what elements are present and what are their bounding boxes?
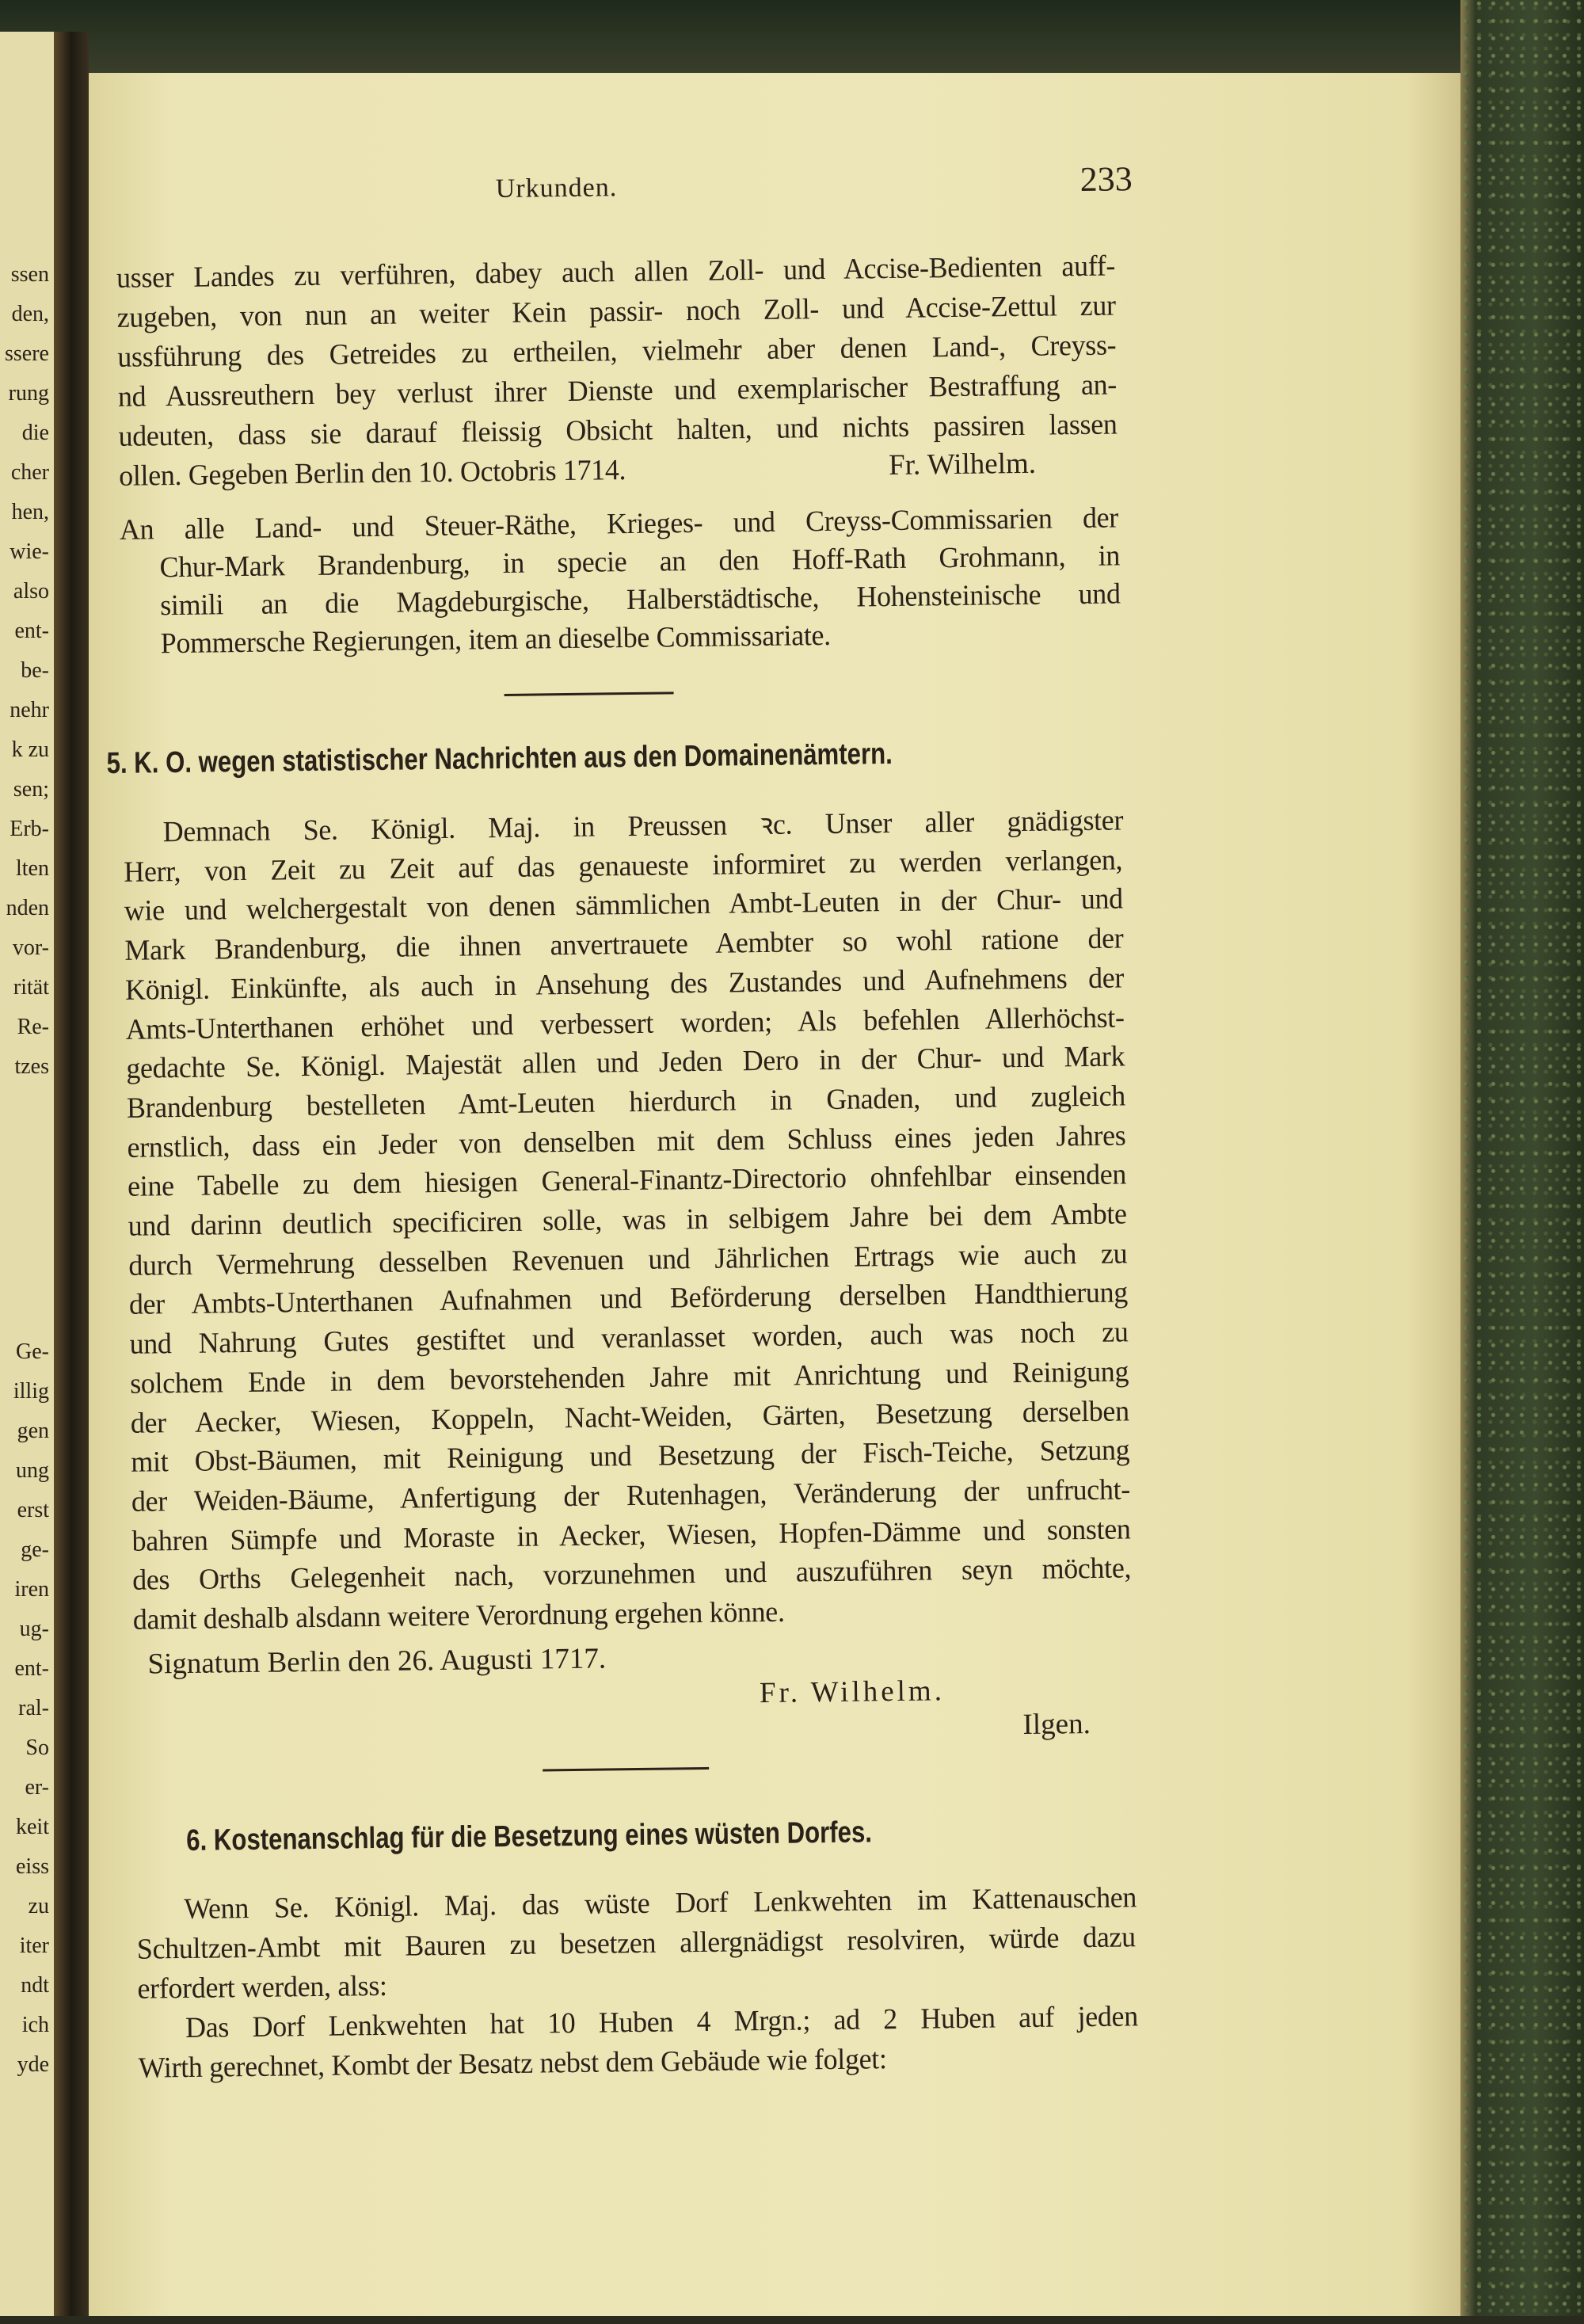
facing-page-text-fragment: zu [28,1894,49,1918]
text-line: erfordert werden, alss: [137,1969,387,2006]
text-line: Das Dorf Lenkwehten hat 10 Huben 4 Mrgn.; ad 2 Huben auf jeden [185,2000,1139,2044]
facing-page-text-fragment: nehr [10,698,49,722]
facing-page-text-fragment: ich [21,2013,49,2037]
facing-page-text-fragment: rung [8,381,49,406]
text-line: Demnach Se. Königl. Maj. in Preussen ꝛc. Unser aller gnädigster [162,804,1124,849]
text-line: An alle Land- und Steuer-Räthe, Krieges- und Creyss-Commissarien der [119,501,1119,547]
facing-page-text-fragment: ssere [5,341,49,366]
facing-page-text-fragment: k zu [11,737,49,762]
text-line: Herr, von Zeit zu Zeit auf das genaueste informiret zu werden verlangen, [124,844,1123,889]
text-line: der Aecker, Wiesen, Koppeln, Nacht-Weiden, Gärten, Besetzung derselben [130,1394,1129,1440]
facing-page-text-fragment: ung [16,1458,49,1483]
text-line: nd Aussreuthern bey verlust ihrer Dienste und exemplarischer Bestraffung an- [117,368,1118,413]
facing-page-text-fragment: er- [25,1775,49,1800]
text-line: ollen. Gegeben Berlin den 10. Octobris 1714. [118,454,626,493]
text-line: der Ambts-Unterthanen Aufnahmen und Beförderung derselben Handthierung [128,1276,1129,1322]
section-5-heading: 5. K. O. wegen statistischer Nachrichten aus den Domainenämtern. [106,737,893,781]
facing-page-text-fragment: yde [17,2052,49,2077]
text-line: wie und welchergestalt von denen sämmlichen Ambt-Leuten in der Chur- und [124,882,1124,928]
facing-page-text-fragment: ge- [21,1537,49,1562]
text-line: Mark Brandenburg, die ihnen anvertrauete Aembter so wohl ratione der [124,922,1124,967]
facing-page-text-fragment: die [21,421,49,445]
section-6-heading: 6. Kostenanschlag für die Besetzung eines wüsten Dorfes. [185,1815,873,1857]
facing-page-text-fragment: be- [21,658,49,683]
page-number: 233 [1079,159,1133,200]
facing-page-text-fragment: tzes [14,1054,49,1079]
text-line: durch Vermehrung desselben Revenuen und Jährlichen Ertrags wie auch zu [128,1237,1128,1282]
facing-page-text-fragment: rität [13,975,49,1000]
text-line: damit deshalb alsdann weitere Verordnung ergehen könne. [132,1595,785,1636]
facing-page-text-fragment: ral- [18,1696,49,1720]
facing-page-text-fragment: ndt [21,1973,49,1998]
facing-page-text-fragment: ug- [19,1617,49,1641]
facing-page-text-fragment: also [13,579,49,604]
text-line: bahren Sümpfe und Moraste in Aecker, Wiesen, Hopfen-Dämme und sonsten [131,1512,1131,1558]
section-divider [543,1767,709,1772]
text-line: Pommersche Regierungen, item an dieselbe Commissariate. [160,619,832,661]
facing-page-text-fragment: den, [11,302,49,326]
text-line: des Orths Gelegenheit nach, vorzunehmen und auszuführen seyn möchte, [131,1552,1132,1598]
text-line: ernstlich, dass ein Jeder von denselben mit dem Schluss eines jeden Jahres [127,1119,1126,1164]
facing-page-text-fragment: wie- [10,539,49,564]
section-divider [505,691,674,696]
facing-page-text-fragment: sen; [13,777,49,802]
facing-page-text-fragment: Re- [17,1015,49,1039]
facing-page-text-fragment: Ge- [16,1339,49,1364]
facing-page-text-fragment: vor- [12,935,49,960]
text-line: Chur-Mark Brandenburg, in specie an den Hoff-Rath Grohmann, in [159,539,1121,585]
facing-page-text-fragment: eiss [16,1854,49,1879]
facing-page-text-fragment: erst [17,1498,49,1522]
facing-page-text-fragment: iter [19,1933,49,1958]
text-line: ussführung des Getreides zu ertheilen, vielmehr aber denen Land-, Creyss- [117,329,1117,374]
text-line: der Weiden-Bäume, Anfertigung der Rutenhagen, Veränderung der unfrucht- [131,1473,1131,1518]
facing-page-text-fragment: iren [14,1577,49,1602]
text-line: Amts-Unterthanen erhöhet und verbessert worden; Als befehlen Allerhöchst- [125,1000,1125,1046]
facing-page-text-fragment: ent- [14,1656,49,1681]
facing-page-text-fragment: lten [16,856,49,881]
text-line: eine Tabelle zu dem hiesigen General-Finantz-Directorio ohnfehlbar einsenden [127,1158,1127,1204]
facing-page-text-fragment: Erb- [10,817,49,841]
facing-page-text-fragment: nden [6,896,49,920]
running-title: Urkunden. [495,173,618,204]
text-line: Schultzen-Ambt mit Bauren zu besetzen allergnädigst resolviren, würde dazu [136,1921,1137,1966]
signature: Fr. Wilhelm. [888,447,1037,482]
facing-page-text-fragment: gen [17,1419,49,1443]
signature: Fr. Wilhelm. [759,1674,946,1710]
text-line: usser Landes zu verführen, dabey auch allen Zoll- und Accise-Bedienten auff- [116,250,1116,295]
text-line: simili an die Magdeburgische, Halberstädtische, Hohensteinische und [159,577,1121,623]
facing-page-text-fragment: So [25,1735,49,1760]
text-line: mit Obst-Bäumen, mit Reinigung und Besetzung der Fisch-Teiche, Setzung [131,1434,1130,1479]
text-line: und darinn deutlich specificiren solle, was in selbigem Jahre bei dem Ambte [128,1198,1127,1243]
countersignature: Ilgen. [1022,1708,1091,1742]
facing-page-text-fragment: keit [16,1815,49,1839]
text-line: und Nahrung Gutes gestiftet und veranlasset worden, auch was noch zu [129,1316,1129,1361]
text-line: gedachte Se. Königl. Majestät allen und Jeden Dero in der Chur- und Mark [126,1040,1125,1086]
facing-page-text-fragment: hen, [11,500,49,524]
dateline: Signatum Berlin den 26. Augusti 1717. [147,1642,607,1681]
facing-page-text-fragment: ssen [10,262,49,287]
text-line: Wenn Se. Königl. Maj. das wüste Dorf Lenkwehten im Kattenauschen [184,1881,1137,1926]
text-line: Wirth gerechnet, Kombt der Besatz nebst dem Gebäude wie folget: [138,2043,887,2085]
text-line: Brandenburg bestelleten Amt-Leuten hierdurch in Gnaden, und zugleich [126,1080,1126,1125]
facing-page-text-fragment: ent- [14,619,49,643]
text-line: solchem Ende in dem bevorstehenden Jahre mit Anrichtung und Reinigung [129,1355,1129,1400]
text-line: Königl. Einkünfte, als auch in Ansehung des Zustandes und Aufnehmens der [124,962,1125,1007]
text-line: udeuten, dass sie darauf fleissig Obsicht halten, und nichts passiren lassen [118,408,1118,453]
facing-page-text-fragment: illig [13,1379,49,1404]
facing-page-text-fragment: cher [10,460,49,485]
text-line: zugeben, von nun an weiter Kein passir- noch Zoll- und Accise-Zettul zur [116,289,1116,334]
